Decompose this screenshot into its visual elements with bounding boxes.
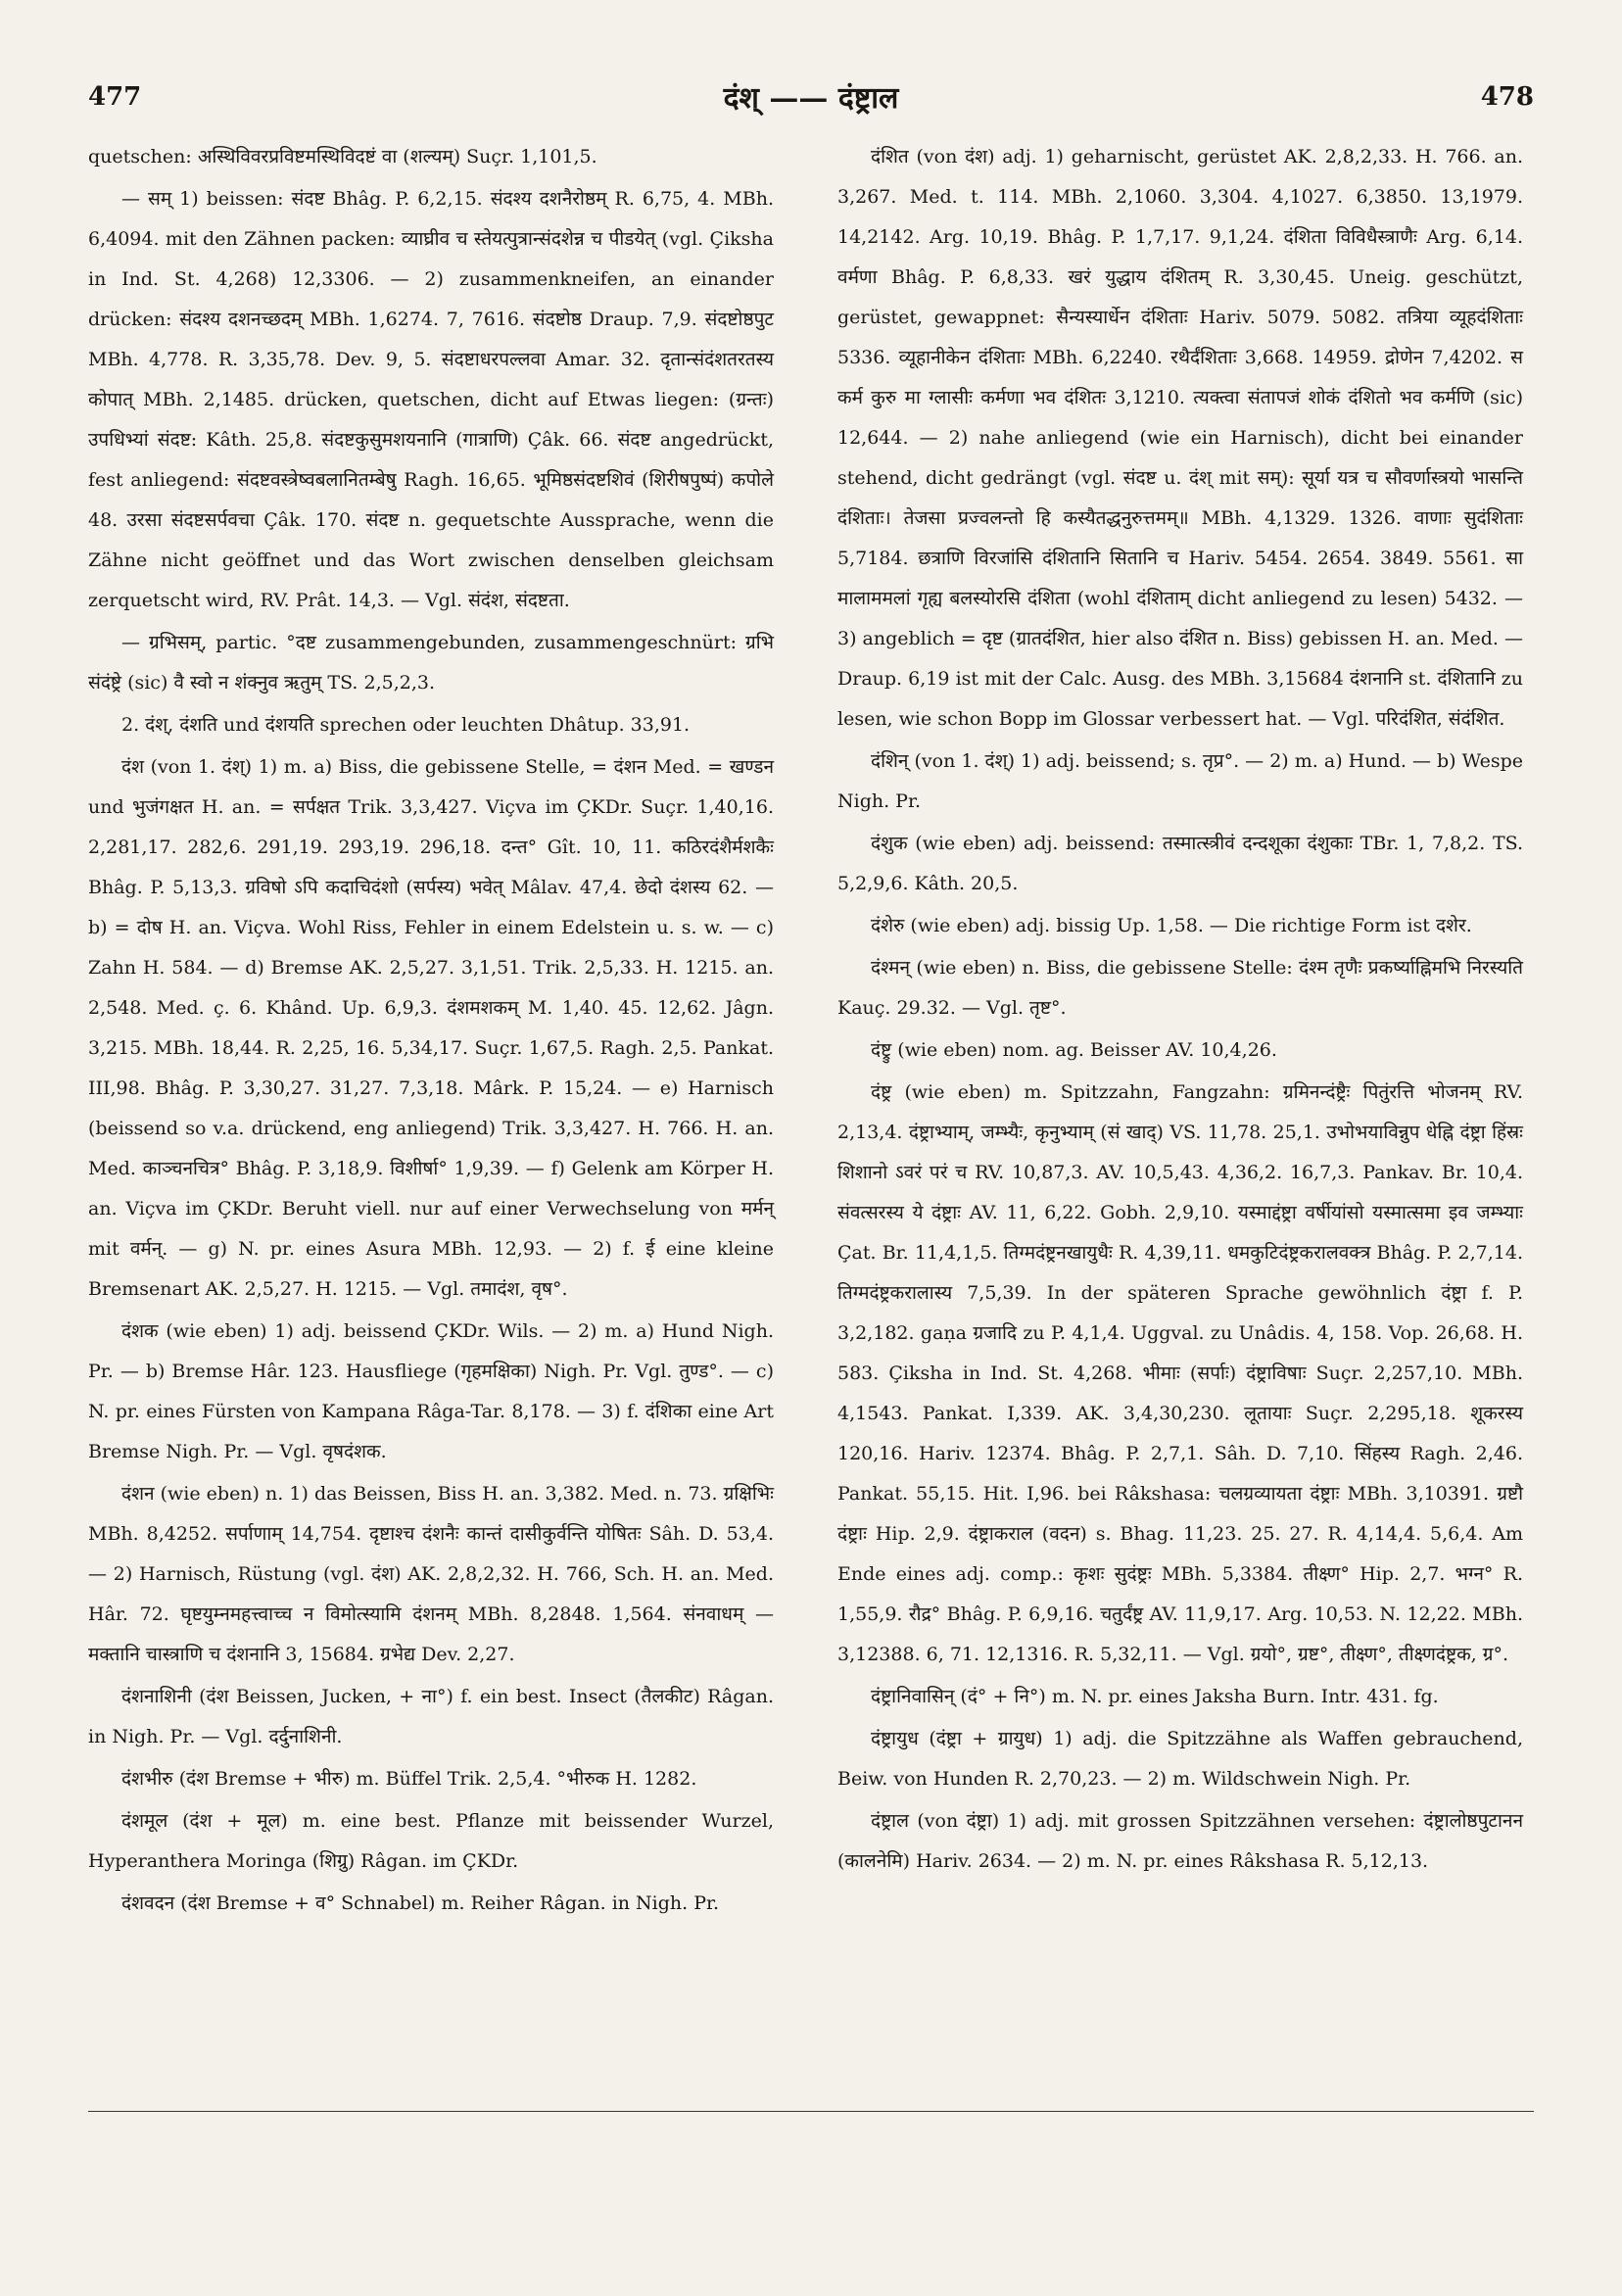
entry-paragraph: दंशन (wie eben) n. 1) das Beissen, Biss H. an. 3,382. Med. n. 73. ग्रक्षिभिः MBh. 8,4252. सर्पाणाम् 14,754. दृष्टाश्च दंशनैः कान्तं दासीकुर्वन्ति योषितः Sâh. D. 53,4. — 2) Harnisch, Rüstung (vgl. दंश) AK. 2,8,2,32. H. 766, Sch. H. an. Med. Hâr. 72. घृष्टयुम्नमहत्त्वाच्च न विमोत्स्यामि दंशनम् MBh. 8,2848. 1,564. संनवाधम् — मक्तानि चास्त्राणि च दंशनानि 3, 15684. ग्रभेद्य Dev. 2,27.: [88, 1483, 774, 1665]
entry-paragraph: दंशभीरु (दंश Bremse + भीरु) m. Büffel Trik. 2,5,4. °भीरुक H. 1282.: [121, 1768, 697, 1790]
entry-paragraph: दंशक (wie eben) 1) adj. beissend ÇKDr. Wils. — 2) m. a) Hund Nigh. Pr. — b) Bremse Hâr. 123. Hausfliege (गृहमक्षिका) Nigh. Pr. Vgl. तुण्ड°. — c) N. pr. eines Fürsten von Kampana Râga-Tar. 8,178. — 3) f. दंशिका eine Art Bremse Nigh. Pr. — Vgl. वृषदंशक.: [88, 1320, 774, 1462]
entry-paragraph: दंशनाशिनी (दंश Beissen, Jucken, + ना°) f. ein best. Insect (तैलकीट) Râgan. in Nigh. Pr. — Vgl. दर्दुनाशिनी.: [88, 1686, 774, 1747]
entry-paragraph: दंशवदन (दंश Bremse + व° Schnabel) m. Reiher Râgan. in Nigh. Pr.: [121, 1892, 720, 1914]
right-column: [837, 137, 1523, 1884]
entry-paragraph: दंशिन् (von 1. दंश्) 1) adj. beissend; s. तृप्र°. — 2) m. a) Hund. — b) Wespe Nigh. Pr.: [837, 750, 1523, 812]
page-number-right: 478: [1480, 82, 1534, 112]
entry-paragraph: दंशित (von दंश) adj. 1) geharnischt, gerüstet AK. 2,8,2,33. H. 766. an. 3,267. Med. t. 114. MBh. 2,1060. 3,304. 4,1027. 6,3850. 13,1979. 14,2142. Arg. 10,19. Bhâg. P. 1,7,17. 9,1,24. दंशिता विविधैस्त्राणैः Arg. 6,14. वर्मणा Bhâg. P. 6,8,33. खरं युद्धाय दंशितम् R. 3,30,45. Uneig. geschützt, gerüstet, gewappnet: सैन्यस्यार्धेन दंशिताः Hariv. 5079. 5082. तत्रिया व्यूहदंशिताः 5336. व्यूहानीकेन दंशिताः MBh. 6,2240. रथैर्दंशिताः 3,668. 14959. द्रोणेन 7,4202. स कर्म कुरु मा ग्लासीः कर्मणा भव दंशितः 3,1210. त्यक्त्वा संतापजं शोकं दंशितो भव कर्मणि (sic) 12,644. — 2) nahe anliegend (wie ein Harnisch), dicht bei einander stehend, dicht gedrängt (vgl. संदष्ट u. दंश् mit सम्): सूर्या यत्र च सौवर्णास्त्रयो भासन्ति दंशिताः। तेजसा प्रज्वलन्तो हि कस्यैतद्धनुरुत्तमम्॥ MBh. 4,1329. 1326. वाणाः सुदंशिताः 5,7184. छत्राणि विरजांसि दंशितानि सितानि च Hariv. 5454. 2654. 3849. 5561. सा मालाममलां गृह्य बलस्योरसि दंशिता (wohl दंशिताम् dicht anliegend zu lesen) 5432. — 3) angeblich = दृष्ट (ग्रातदंशित, hier also दंशित n. Biss) gebissen H. an. Med. — Draup. 6,19 ist mit der Calc. Ausg. des MBh. 3,15684 दंशनानि st. दंशितानि zu lesen, wie schon Bopp im Glossar verbessert hat. — Vgl. परिदंशित, संदंशित.: [837, 146, 1523, 730]
entry-paragraph: दंशमूल (दंश + मूल) m. eine best. Pflanze mit beissender Wurzel, Hyperanthera Moringa (शिग्रु) Râgan. im ÇKDr.: [88, 1810, 774, 1872]
running-title: दंश् —— दंष्ट्राल: [723, 81, 899, 116]
entry-paragraph: quetschen: अस्थिविवरप्रविष्टमस्थिविदष्टं वा (शल्यम्) Suçr. 1,101,5.: [88, 146, 597, 167]
entry-paragraph: दंष्ट्र (wie eben) m. Spitzzahn, Fangzahn: ग्रमिनन्दंष्ट्रैः पितुंरत्ति भोजनम् RV. 2,13,4. दंष्ट्राभ्याम्, जम्भ्यैः, कृनुभ्याम् (सं खाद्) VS. 11,78. 25,1. उभोभयाविन्नुप धेह्नि दंष्ट्रा हिंस्रः शिशानो ऽवरं परं च RV. 10,87,3. AV. 10,5,43. 4,36,2. 16,7,3. Pankav. Br. 10,4. संवत्सरस्य ये दंष्ट्राः AV. 11, 6,22. Gobh. 2,9,10. यस्माद्दंष्ट्रा वर्षीयांसो यस्मात्समा इव जम्भ्याः Çat. Br. 11,4,1,5. तिग्मदंष्ट्रनखायुधैः R. 4,39,11. धमकुटिदंष्ट्रकरालवक्त्र Bhâg. P. 2,7,14. तिग्मदंष्ट्रकरालास्य 7,5,39. In der späteren Sprache gewöhnlich दंष्ट्रा f. P. 3,2,182. gaṇa ग्रजादि zu P. 4,1,4. Uggval. zu Unâdis. 4, 158. Vop. 26,68. H. 583. Çiksha in Ind. St. 4,268. भीमाः (सर्पाः) दंष्ट्राविषाः Suçr. 2,257,10. MBh. 4,1543. Pankat. I,339. AK. 3,4,30,230. लूतायाः Suçr. 2,295,18. शूकरस्य 120,16. Hariv. 12374. Bhâg. P. 2,7,1. Sâh. D. 7,10. सिंहस्य Ragh. 2,46. Pankat. 55,15. Hit. I,96. bei Râkshasa: चलग्रव्यायता दंष्ट्राः MBh. 3,10391. ग्रष्टौ दंष्ट्राः Hip. 2,9. दंष्ट्राकराल (वदन) s. Bhag. 11,23. 25. 27. R. 4,14,4. 5,6,4. Am Ende eines adj. comp.: कृशः सुदंष्ट्रः MBh. 5,3384. तीक्ष्ण° Hip. 2,7. भग्न° R. 1,55,9. रौद्र° Bhâg. P. 6,9,16. चतुर्दंष्ट्र AV. 11,9,17. Arg. 10,53. N. 12,22. MBh. 3,12388. 6, 71. 12,1316. R. 5,32,11. — Vgl. ग्रयो°, ग्रष्ट°, तीक्ष्ण°, तीक्ष्णदंष्ट्रक, ग्र°.: [837, 1081, 1523, 1665]
entry-paragraph: दंष्ट्रानिवासिन् (दं° + नि°) m. N. pr. eines Jaksha Burn. Intr. 431. fg.: [871, 1686, 1439, 1707]
entry-paragraph: — ग्रभिसम्, partic. °दष्ट zusammengebunden, zusammengeschnürt: ग्रभि संदंष्ट्रे (sic) वै स्वो न शंक्नुव ऋतुम् TS. 2,5,2,3.: [88, 632, 774, 694]
entry-paragraph: दंश (von 1. दंश्) 1) m. a) Biss, die gebissene Stelle, = दंशन Med. = खण्डन und भुजंगक्षत H. an. = सर्पक्षत Trik. 3,3,427. Viçva im ÇKDr. Suçr. 1,40,16. 2,281,17. 282,6. 291,19. 293,19. 296,18. दन्त° Gît. 10, 11. कठिरदंशैर्मशकैः Bhâg. P. 5,13,3. ग्रविषो ऽपि कदाचिदंशो (सर्पस्य) भवेत् Mâlav. 47,4. छेदो दंशस्य 62. — b) = दोष H. an. Viçva. Wohl Riss, Fehler in einem Edelstein u. s. w. — c) Zahn H. 584. — d) Bremse AK. 2,5,27. 3,1,51. Trik. 2,5,33. H. 1215. an. 2,548. Med. ç. 6. Khând. Up. 6,9,3. दंशमशकम् M. 1,40. 45. 12,62. Jâgn. 3,215. MBh. 18,44. R. 2,25, 16. 5,34,17. Suçr. 1,67,5. Ragh. 2,5. Pankat. III,98. Bhâg. P. 3,30,27. 31,27. 7,3,18. Mârk. P. 15,24. — e) Harnisch (beissend so v.a. drückend, eng anliegend) Trik. 3,3,427. H. 766. H. an. Med. काञ्चनचित्र° Bhâg. P. 3,18,9. विशीर्षा° 1,9,39. — f) Gelenk am Körper H. an. Viçva im ÇKDr. Beruht viell. nur auf einer Verwechselung von मर्मन् mit वर्मन्. — g) N. pr. eines Asura MBh. 12,93. — 2) f. ई eine kleine Bremsenart AK. 2,5,27. H. 1215. — Vgl. तमादंश, वृष°.: [88, 756, 774, 1300]
page-header: [88, 76, 1534, 120]
entry-paragraph: दंष्ट्राल (von दंष्ट्रा) 1) adj. mit grossen Spitzzähnen versehen: दंष्ट्रालोष्ठपुटानन (कालनेमि) Hariv. 2634. — 2) m. N. pr. eines Râkshasa R. 5,12,13.: [837, 1810, 1523, 1872]
entry-paragraph: दंष्ट्रु (wie eben) nom. ag. Beisser AV. 10,4,26.: [871, 1039, 1277, 1061]
page-number-left: 477: [88, 82, 142, 112]
entry-paragraph: दंश्मन् (wie eben) n. Biss, die gebissene Stelle: दंश्म तृणैः प्रकर्ष्याह्निमभि निरस्यति Kauç. 29.32. — Vgl. तृष्ट°.: [837, 957, 1523, 1019]
entry-paragraph: दंष्ट्रायुध (दंष्ट्रा + ग्रायुध) 1) adj. die Spitzzähne als Waffen gebrauchend, Beiw. von Hunden R. 2,70,23. — 2) m. Wildschwein Nigh. Pr.: [837, 1728, 1523, 1790]
entry-paragraph: दंशुक (wie eben) adj. beissend: तस्मात्स्त्रीवं दन्दशूका दंशुकाः TBr. 1, 7,8,2. TS. 5,2,9,6. Kâth. 20,5.: [837, 833, 1523, 894]
entry-paragraph: दंशेरु (wie eben) adj. bissig Up. 1,58. — Die richtige Form ist दशेर.: [871, 915, 1472, 936]
entry-paragraph: 2. दंश्, दंशति und दंशयति sprechen oder leuchten Dhâtup. 33,91.: [121, 714, 691, 736]
entry-paragraph: — सम् 1) beissen: संदष्ट Bhâg. P. 6,2,15. संदश्य दशनैरोष्ठम् R. 6,75, 4. MBh. 6,4094. mit den Zähnen packen: व्याघ्रीव च स्तेयत्पुत्रान्संदशेन्न च पीडयेत् (vgl. Çiksha in Ind. St. 4,268) 12,3306. — 2) zusammenkneifen, an einander drücken: संदश्य दशनच्छदम् MBh. 1,6274. 7, 7616. संदष्टोष्ठ Draup. 7,9. संदष्टोष्ठपुट MBh. 4,778. R. 3,35,78. Dev. 9, 5. संदष्टाधरपल्लवा Amar. 32. दृतान्संदंशतरतस्य कोपात् MBh. 2,1485. drücken, quetschen, dicht auf Etwas liegen: (ग्रन्तः) उपधिभ्यां संदष्ट: Kâth. 25,8. संदष्टकुसुमशयनानि (गात्राणि) Çâk. 66. संदष्ट angedrückt, fest anliegend: संदष्टवस्त्रेष्वबलानितम्बेषु Ragh. 16,65. भूमिष्ठसंदष्टशिवं (शिरीषपुष्पं) कपोले 48. उरसा संदष्टसर्पवचा Çâk. 170. संदष्ट n. gequetschte Aussprache, wenn die Zähne nicht geöffnet und das Wort zwischen denselben gleichsam zerquetscht wird, RV. Prât. 14,3. — Vgl. संदंश, संदष्टता.: [88, 188, 774, 611]
left-column: [88, 137, 774, 1926]
bottom-rule: [88, 2111, 1534, 2112]
